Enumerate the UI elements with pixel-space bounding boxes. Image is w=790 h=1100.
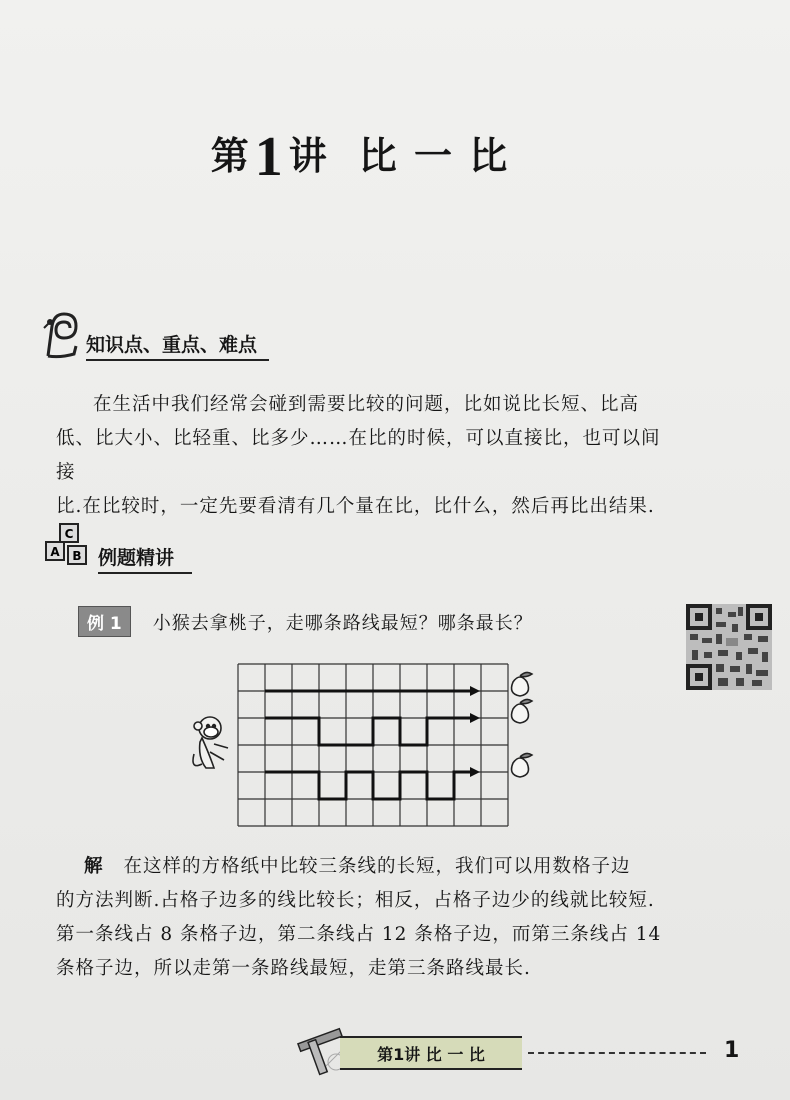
intro-line: 低、比大小、比轻重、比多少……在比的时候，可以直接比，也可以间接 [56,428,661,483]
arrow-head [470,686,480,696]
title-suffix: 讲 [288,134,329,178]
peach-icon [512,753,532,777]
example-badge: 例 1 [78,606,131,637]
chapter-number: 1 [254,126,285,188]
block-letter: A [50,545,60,559]
intro-line: 比.在比较时，一定先要看清有几个量在比，比什么，然后再比出结果. [56,496,655,517]
intro-line: 在生活中我们经常会碰到需要比较的问题，比如说比长短、比高 [93,394,640,415]
block-letter: B [72,549,82,563]
qr-code-image [686,604,772,690]
monkey-icon [193,717,228,768]
grid-route-diagram [180,660,550,832]
abc-blocks-icon [40,522,96,572]
arrow-head [470,713,480,723]
peach-icon [512,699,532,723]
chapter-name: 比 一 比 [358,134,510,178]
example-1 [78,606,533,637]
solution-paragraph [56,850,676,986]
solution-line: 第一条线占 8 条格子边，第二条线占 12 条格子边，而第三条线占 14 [56,924,662,945]
block-letter: C [64,527,74,541]
footer-chapter-label: 第1讲 比 一 比 [377,1044,485,1064]
page-number: 1 [724,1038,740,1063]
intro-paragraph [56,388,676,524]
route-2 [265,718,472,745]
section2-heading-text: 例题精讲 [98,547,175,569]
solution-line: 条格子边，所以走第一条路线最短，走第三条路线最长. [56,958,531,979]
footer-chapter-band [340,1036,522,1070]
section-heading-key-points [86,330,257,357]
snail-icon [40,308,82,360]
arrow-head [470,767,480,777]
solution-line: 在这样的方格纸中比较三条线的长短，我们可以用数格子边 [123,856,631,877]
footer-dashed-line [528,1052,706,1054]
route-3 [265,772,472,799]
chapter-title [0,125,720,189]
title-prefix: 第 [210,134,251,178]
solution-label: 解 [84,856,104,877]
solution-line: 的方法判断.占格子边多的线比较长；相反，占格子边少的线就比较短. [56,890,655,911]
section1-heading-text: 知识点、重点、难点 [86,334,258,356]
peach-icon [512,672,532,696]
example-question: 小猴去拿桃子，走哪条路线最短？哪条最长？ [152,612,533,634]
section-heading-examples [98,543,174,570]
